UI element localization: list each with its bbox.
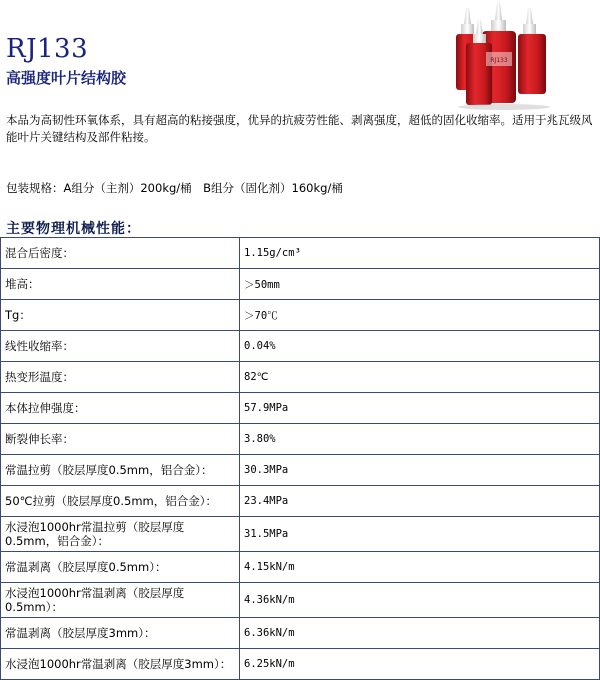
table-row <box>1 393 600 424</box>
property-name: 水浸泡1000hr常温拉剪（胶层厚度0.5mm，铝合金）： <box>1 517 240 552</box>
property-name: 断裂伸长率： <box>1 424 240 455</box>
property-value: 6.25kN/m <box>240 649 600 680</box>
property-value: 57.9MPa <box>240 393 600 424</box>
property-name: 堆高： <box>1 269 240 300</box>
property-name: 线性收缩率： <box>1 331 240 362</box>
packing-spec: 包装规格：A组分（主剂）200kg/桶 B组分（固化剂）160kg/桶 <box>6 181 343 195</box>
table-row <box>1 455 600 486</box>
table-row <box>1 486 600 517</box>
product-description: 本品为高韧性环氧体系，具有超高的粘接强度，优异的抗疲劳性能、剥离强度，超低的固化收缩率。适用于兆瓦级风能叶片关键结构及部件粘接。 <box>6 113 593 144</box>
property-value: 1.15g/cm³ <box>240 238 600 269</box>
table-row <box>1 300 600 331</box>
table-row <box>1 552 600 583</box>
property-name: 混合后密度： <box>1 238 240 269</box>
table-row <box>1 583 600 618</box>
table-row <box>1 517 600 552</box>
table-row <box>1 362 600 393</box>
property-value: 82℃ <box>240 362 600 393</box>
property-name: 水浸泡1000hr常温剥离（胶层厚度3mm）： <box>1 649 240 680</box>
property-value: 0.04% <box>240 331 600 362</box>
property-value: 23.4MPa <box>240 486 600 517</box>
section-title: 主要物理机械性能： <box>6 221 141 237</box>
property-name: 常温拉剪（胶层厚度0.5mm，铝合金）： <box>1 455 240 486</box>
product-subtitle: 高强度叶片结构胶 <box>6 69 127 87</box>
property-value: ＞70℃ <box>240 300 600 331</box>
property-value: 4.36kN/m <box>240 583 600 618</box>
property-value: 30.3MPa <box>240 455 600 486</box>
property-name: 水浸泡1000hr常温剥离（胶层厚度0.5mm）： <box>1 583 240 618</box>
table-row <box>1 269 600 300</box>
property-value: 4.15kN/m <box>240 552 600 583</box>
property-name: 常温剥离（胶层厚度3mm）： <box>1 618 240 649</box>
property-value: 6.36kN/m <box>240 618 600 649</box>
table-row <box>1 238 600 269</box>
property-value: 3.80% <box>240 424 600 455</box>
property-name: Tg： <box>1 300 240 331</box>
property-name: 常温剥离（胶层厚度0.5mm）： <box>1 552 240 583</box>
product-model: RJ133 <box>6 34 89 64</box>
property-name: 本体拉伸强度： <box>1 393 240 424</box>
table-row <box>1 424 600 455</box>
product-bottles-image <box>452 2 556 110</box>
properties-table <box>0 237 600 680</box>
svg-text:RJ133: RJ133 <box>490 57 508 64</box>
table-row <box>1 331 600 362</box>
property-name: 热变形温度： <box>1 362 240 393</box>
header <box>0 0 600 115</box>
property-value: ＞50mm <box>240 269 600 300</box>
property-name: 50℃拉剪（胶层厚度0.5mm，铝合金）： <box>1 486 240 517</box>
table-row <box>1 618 600 649</box>
table-row <box>1 649 600 680</box>
property-value: 31.5MPa <box>240 517 600 552</box>
